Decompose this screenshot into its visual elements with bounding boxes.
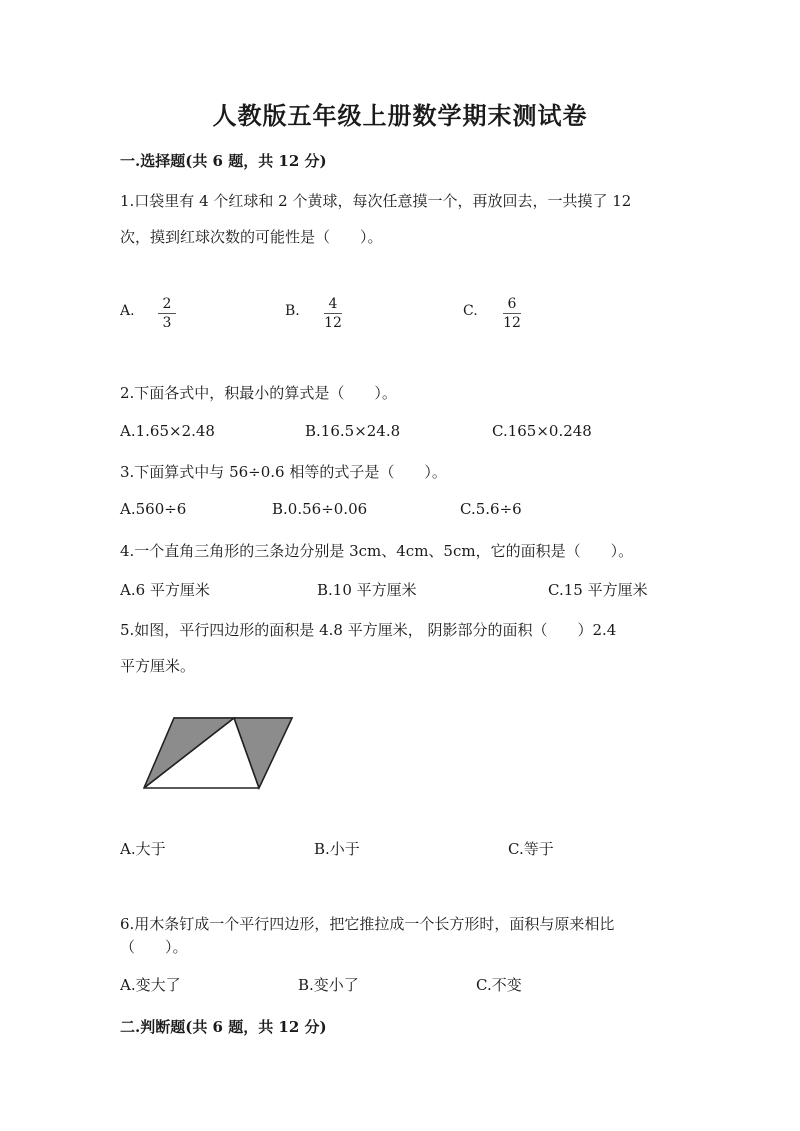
section-heading-choice: 一.选择题(共 6 题，共 12 分) <box>120 152 327 170</box>
q2-option-b: B.16.5×24.8 <box>305 422 401 440</box>
q6-option-b: B.变小了 <box>298 976 359 994</box>
fraction-bar <box>503 313 521 314</box>
q1-option-a-fraction <box>158 296 176 331</box>
fraction-numerator: 4 <box>328 296 338 312</box>
fraction-bar <box>324 313 342 314</box>
q5-option-a: A.大于 <box>120 840 166 858</box>
q2-option-a: A.1.65×2.48 <box>120 422 215 440</box>
q3-option-a: A.560÷6 <box>120 500 187 518</box>
q4-option-c: C.15 平方厘米 <box>548 581 648 599</box>
q1-option-b-fraction <box>324 296 342 331</box>
question-5-line-1: 5.如图，平行四边形的面积是 4.8 平方厘米， 阴影部分的面积（ ）2.4 <box>120 621 617 639</box>
q1-option-c-fraction <box>503 296 521 331</box>
q5-option-b: B.小于 <box>314 840 360 858</box>
q1-option-a-label: A. <box>120 303 135 319</box>
fraction-denominator: 3 <box>162 315 172 331</box>
q3-option-c: C.5.6÷6 <box>460 500 522 518</box>
q1-option-b-label: B. <box>285 303 300 319</box>
fraction-numerator: 6 <box>507 296 517 312</box>
question-1-line-1: 1.口袋里有 4 个红球和 2 个黄球，每次任意摸一个，再放回去，一共摸了 12 <box>120 192 632 210</box>
question-6-line-1: 6.用木条钉成一个平行四边形，把它推拉成一个长方形时，面积与原来相比 <box>120 915 615 933</box>
fraction-bar <box>158 313 176 314</box>
q6-option-c: C.不变 <box>476 976 522 994</box>
q2-option-c: C.165×0.248 <box>492 422 592 440</box>
q4-option-a: A.6 平方厘米 <box>120 581 210 599</box>
page-title: 人教版五年级上册数学期末测试卷 <box>212 101 588 130</box>
fraction-numerator: 2 <box>162 296 172 312</box>
q3-option-b: B.0.56÷0.06 <box>272 500 368 518</box>
question-2-line-1: 2.下面各式中，积最小的算式是（ ）。 <box>120 384 397 402</box>
q5-option-c: C.等于 <box>508 840 554 858</box>
question-1-line-2: 次，摸到红球次数的可能性是（ ）。 <box>120 228 383 246</box>
question-5-line-2: 平方厘米。 <box>120 657 196 675</box>
q1-option-c-label: C. <box>463 303 478 319</box>
fraction-denominator: 12 <box>324 315 342 331</box>
question-6-line-2: （ ）。 <box>120 938 188 956</box>
q4-option-b: B.10 平方厘米 <box>317 581 417 599</box>
q6-option-a: A.变大了 <box>120 976 181 994</box>
question-4-line-1: 4.一个直角三角形的三条边分别是 3cm、4cm、5cm，它的面积是（ ）。 <box>120 542 634 560</box>
section-heading-judgment: 二.判断题(共 6 题，共 12 分) <box>120 1018 327 1036</box>
fraction-denominator: 12 <box>503 315 521 331</box>
parallelogram-figure <box>134 708 304 798</box>
question-3-line-1: 3.下面算式中与 56÷0.6 相等的式子是（ ）。 <box>120 463 447 481</box>
